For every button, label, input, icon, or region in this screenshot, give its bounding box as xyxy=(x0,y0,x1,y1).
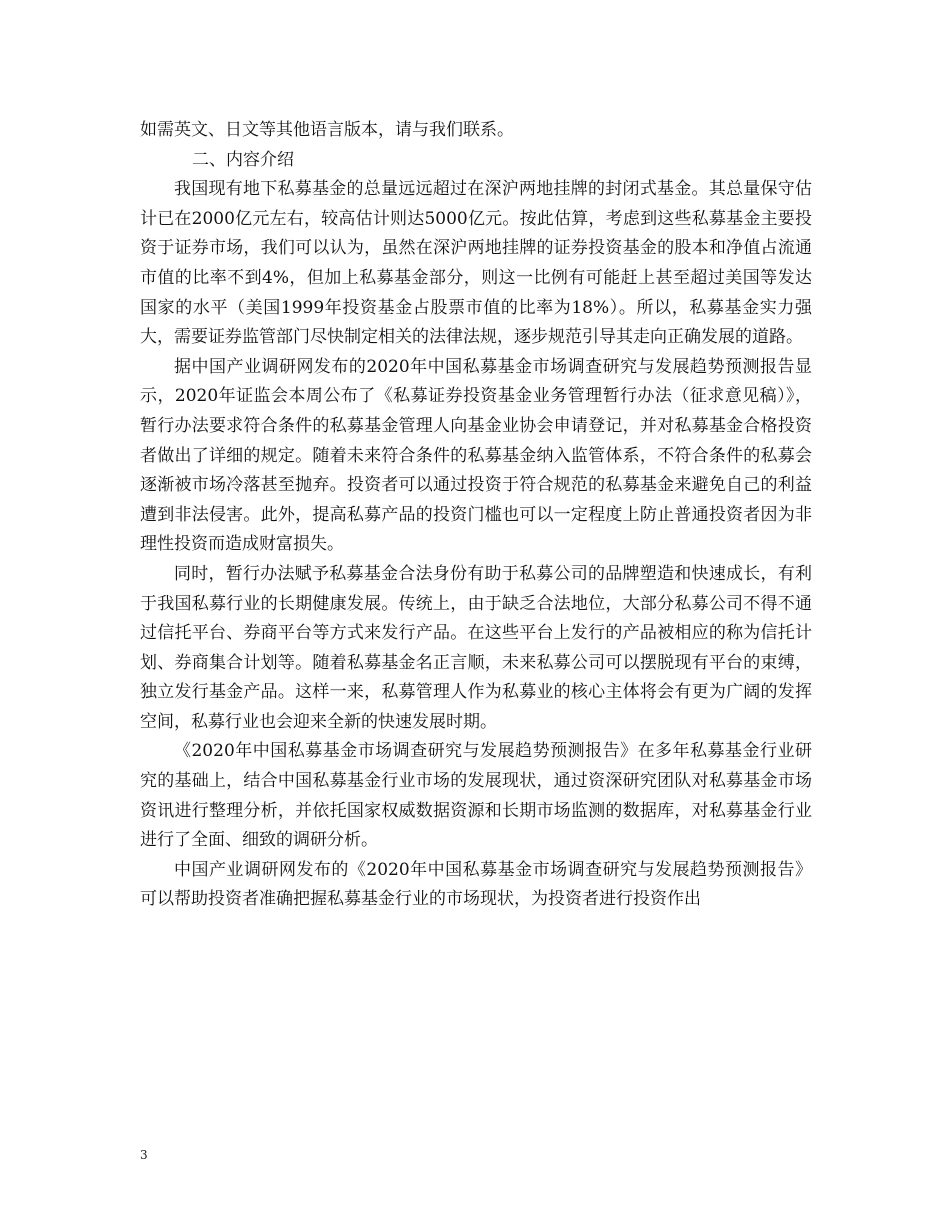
section-heading: 二、内容介绍 xyxy=(192,149,294,170)
paragraph-private-fund-scale: 我国现有地下私募基金的总量远远超过在深沪两地挂牌的封闭式基金。其总量保守估计已在2000亿元左右，较高估计则达5000亿元。按此估算，考虑到这些私募基金主要投资于证券市场，我们可以认为，虽然在深沪两地挂牌的证券投资基金的股本和净值占流通市值的比率不到4%，但加上私募基金部分，则这一比例有可能赶上甚至超过美国等发达国家的水平（美国1999年投资基金占股票市值的比率为18%）。所以，私募基金实力强大，需要证券监管部门尽快制定相关的法律法规，逐步规范引导其走向正确发展的道路。 xyxy=(140,179,812,348)
paragraph-report-basis: 《2020年中国私募基金市场调查研究与发展趋势预测报告》在多年私募基金行业研究的基础上，结合中国私募基金行业市场的发展现状，通过资深研究团队对私募基金市场资讯进行整理分析，并依托国家权威数据资源和长期市场监测的数据库，对私募基金行业进行了全面、细致的调研分析。 xyxy=(140,741,812,851)
paragraph-industry-development: 同时，暂行办法赋予私募基金合法身份有助于私募公司的品牌塑造和快速成长，有利于我国私募行业的长期健康发展。传统上，由于缺乏合法地位，大部分私募公司不得不通过信托平台、券商平台等方式来发行产品。在这些平台上发行的产品被相应的称为信托计划、券商集合计划等。随着私募基金名正言顺，未来私募公司可以摆脱现有平台的束缚，独立发行基金产品。这样一来，私募管理人作为私募业的核心主体将会有更为广阔的发挥空间，私募行业也会迎来全新的快速发展时期。 xyxy=(140,563,812,732)
paragraph-regulation-report: 据中国产业调研网发布的2020年中国私募基金市场调查研究与发展趋势预测报告显示，2020年证监会本周公布了《私募证券投资基金业务管理暂行办法（征求意见稿）》，暂行办法要求符合条件的私募基金管理人向基金业协会申请登记，并对私募基金合格投资者做出了详细的规定。随着未来符合条件的私募基金纳入监管体系，不符合条件的私募会逐渐被市场冷落甚至抛弃。投资者可以通过投资于符合规范的私募基金来避免自己的利益遭到非法侵害。此外，提高私募产品的投资门槛也可以一定程度上防止普通投资者因为非理性投资而造成财富损失。 xyxy=(140,356,812,555)
document-body xyxy=(140,116,812,915)
paragraph-contact-note: 如需英文、日文等其他语言版本，请与我们联系。 xyxy=(140,120,514,140)
paragraph-report-value: 中国产业调研网发布的《2020年中国私募基金市场调查研究与发展趋势预测报告》可以帮助投资者准确把握私募基金行业的市场现状，为投资者进行投资作出 xyxy=(140,859,812,910)
page-number: 3 xyxy=(140,1148,148,1162)
